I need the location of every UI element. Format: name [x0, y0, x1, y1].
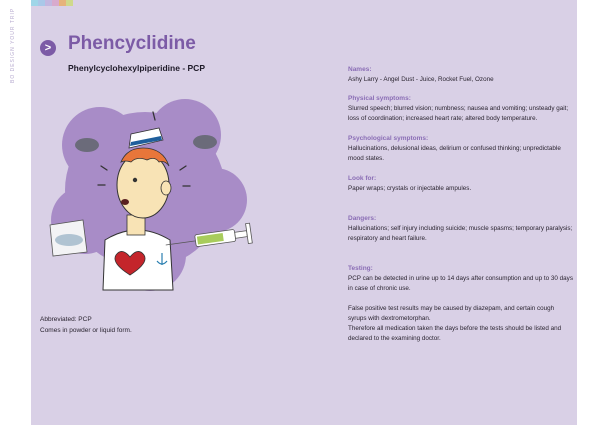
- mouth: [121, 199, 129, 205]
- look-for-heading: Look for:: [348, 175, 377, 182]
- strip-swatch: [31, 0, 38, 6]
- strip-swatch: [45, 0, 52, 6]
- psychological-heading: Psychological symptoms:: [348, 135, 429, 142]
- strip-swatch: [38, 0, 45, 6]
- powder-bag-icon: [50, 220, 87, 256]
- eye: [133, 178, 137, 182]
- names-text: Ashy Larry - Angel Dust - Juice, Rocket Fuel, Ozone: [348, 76, 494, 83]
- section-look-for: [348, 174, 573, 194]
- physical-heading: Physical symptoms:: [348, 95, 411, 102]
- section-dangers: [348, 214, 573, 244]
- dangers-text: Hallucinations; self injury including suicide; muscle spasms; temporary paralysis; respiratory and heart failure.: [348, 225, 573, 242]
- dangers-heading: Dangers:: [348, 215, 377, 222]
- section-testing: [348, 264, 573, 344]
- strip-swatch: [52, 0, 59, 6]
- section-names: [348, 65, 573, 85]
- abbreviated-text: Abbreviated: PCP: [40, 316, 92, 323]
- names-heading: Names:: [348, 66, 372, 73]
- abbreviation-note: [40, 314, 132, 336]
- testing-text-1: PCP can be detected in urine up to 14 days after consumption and up to 30 days in case of chronic use.: [348, 275, 573, 292]
- arrow-right-icon: >: [40, 40, 56, 56]
- page-title: Phencyclidine: [68, 33, 196, 54]
- strip-swatch: [66, 0, 73, 6]
- sailor-illustration: [45, 90, 270, 295]
- look-for-text: Paper wraps; crystals or injectable ampules.: [348, 185, 472, 192]
- testing-text-2: False positive test results may be caused by diazepam, and certain cough syrups with dextrometorphan.: [348, 305, 555, 322]
- page-subtitle: Phenylcyclohexylpiperidine - PCP: [68, 63, 205, 73]
- testing-heading: Testing:: [348, 265, 373, 272]
- psychological-text: Hallucinations, delusional ideas, delirium or confused thinking; unpredictable mood states.: [348, 145, 561, 162]
- physical-text: Slurred speech; blurred vision; numbness; nausea and vomiting; unsteady gait; loss of coordination; increased heart rate; altered body temperature.: [348, 105, 569, 122]
- color-strip: [31, 0, 73, 6]
- vertical-tagline: BO DESIGN YOUR TRIP: [10, 8, 16, 84]
- section-physical: [348, 94, 573, 124]
- section-psychological: [348, 134, 573, 164]
- strip-swatch: [59, 0, 66, 6]
- testing-text-3: Therefore all medication taken the days before the tests should be listed and declared to the examining doctor.: [348, 325, 562, 342]
- form-text: Comes in powder or liquid form.: [40, 327, 132, 334]
